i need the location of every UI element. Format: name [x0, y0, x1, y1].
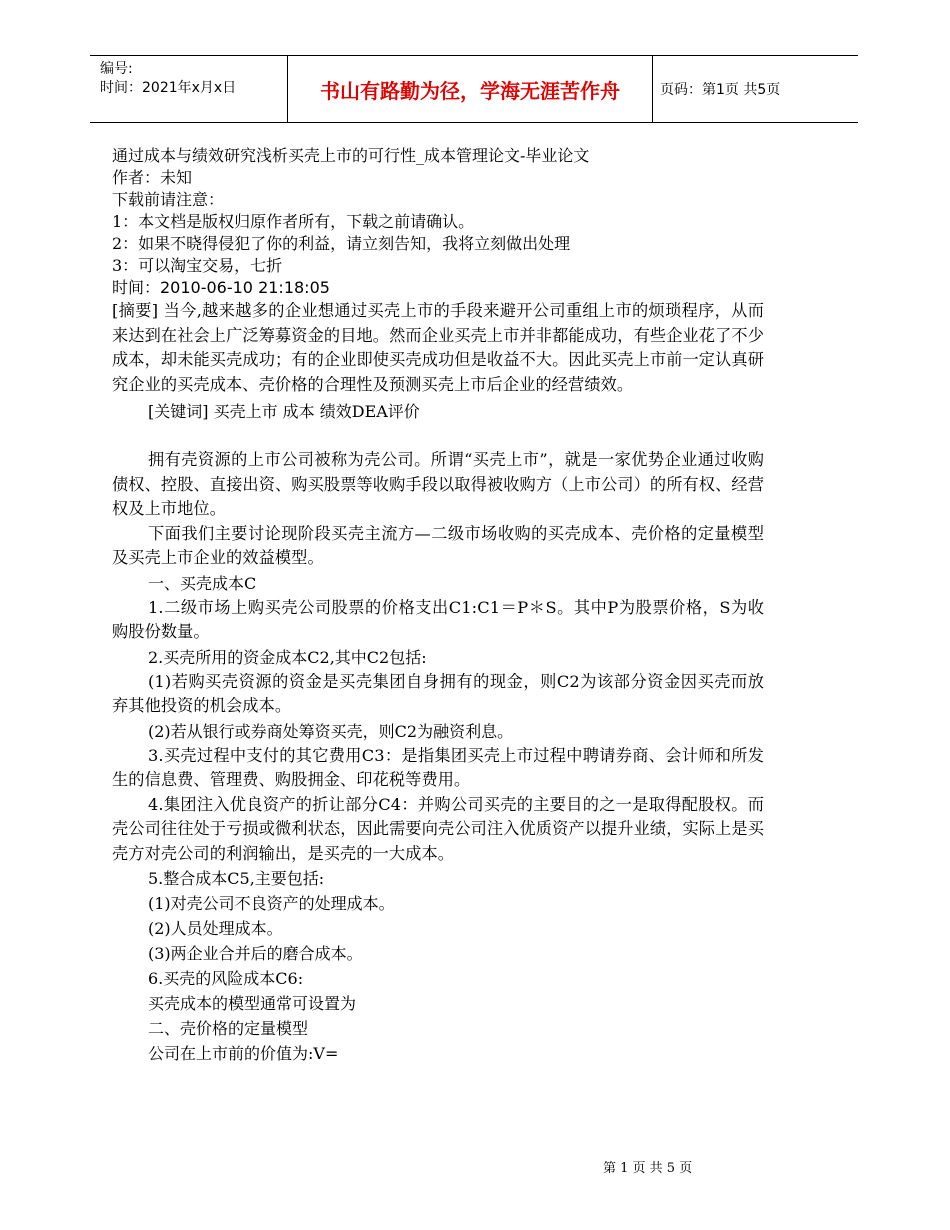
section-2-heading: 二、壳价格的定量模型	[148, 1019, 309, 1038]
notice-heading: 下载前请注意：	[112, 190, 225, 209]
paragraph-2: 下面我们主要讨论现阶段买壳主流方—二级市场收购的买壳成本、壳价格的定量模型及买壳上市企业的效益模型。	[112, 523, 764, 567]
item-2a: (1)若购买壳资源的资金是买壳集团自身拥有的现金，则C2为该部分资金因买壳而放弃其他投资的机会成本。	[112, 671, 764, 715]
author-line: 作者：未知	[112, 168, 193, 187]
header-left-cell	[90, 56, 287, 122]
motto: 书山有路勤为径，学海无涯苦作舟	[287, 56, 653, 122]
model-line: 买壳成本的模型通常可设置为	[148, 994, 357, 1013]
item-1: 1.二级市场上购买壳公司股票的价格支出C1:C1＝P＊S。其中P为股票价格，S为收购股份数量。	[112, 597, 764, 641]
paragraph-1: 拥有壳资源的上市公司被称为壳公司。所谓“买壳上市”，就是一家优势企业通过收购债权、控股、直接出资、购买股票等收购手段以取得被收购方（上市公司）的所有权、经营权及上市地位。	[112, 450, 764, 518]
spacer	[112, 424, 764, 448]
time-line: 时间：2010-06-10 21:18:05	[112, 278, 330, 297]
page-footer: 第 1 页 共 5 页	[603, 1161, 693, 1176]
item-5: 5.整合成本C5,主要包括:	[148, 869, 325, 888]
item-4: 4.集团注入优良资产的折让部分C4：并购公司买壳的主要目的之一是取得配股权。而壳公司往往处于亏损或微利状态，因此需要向壳公司注入优质资产以提升业绩，实际上是买壳方对壳公司的利润输出，是买壳的一大成本。	[112, 794, 764, 863]
keywords: [关键词] 买壳上市 成本 绩效DEA评价	[148, 402, 420, 421]
doc-title: 通过成本与绩效研究浅析买壳上市的可行性_成本管理论文-毕业论文	[112, 146, 590, 165]
page-header	[90, 55, 858, 123]
item-6: 6.买壳的风险成本C6:	[148, 969, 304, 988]
item-3: 3.买壳过程中支付的其它费用C3：是指集团买壳上市过程中聘请券商、会计师和所发生的信息费、管理费、购股拥金、印花税等费用。	[112, 745, 764, 789]
item-5b: (2)人员处理成本。	[148, 919, 283, 938]
date-label: 时间：2021年x月x日	[100, 80, 237, 96]
value-line: 公司在上市前的价值为:V=	[148, 1044, 339, 1063]
serial-label: 编号:	[100, 61, 133, 77]
item-2: 2.买壳所用的资金成本C2,其中C2包括:	[148, 647, 427, 667]
abstract: [摘要] 当今,越来越多的企业想通过买壳上市的手段来避开公司重组上市的烦琐程序，从而来达到在社会上广泛筹募资金的目地。然而企业买壳上市并非都能成功，有些企业花了不少成本，却未能买壳成功；有的企业即使买壳成功但是收益不大。因此买壳上市前一定认真研究企业的买壳成本、壳价格的合理性及预测买壳上市后企业的经营绩效。	[112, 301, 764, 394]
section-1-heading: 一、买壳成本C	[148, 573, 257, 593]
item-5c: (3)两企业合并后的磨合成本。	[148, 944, 363, 963]
item-5a: (1)对壳公司不良资产的处理成本。	[148, 894, 395, 913]
page-info: 页码：第1页 共5页	[660, 82, 781, 98]
notice-item-2: 2：如果不晓得侵犯了你的利益，请立刻告知，我将立刻做出处理	[112, 234, 571, 253]
notice-item-1: 1：本文档是版权归原作者所有，下载之前请确认。	[112, 212, 475, 231]
notice-item-3: 3：可以淘宝交易，七折	[112, 256, 283, 275]
document-body	[112, 145, 764, 1066]
item-2b: (2)若从银行或券商处筹资买壳，则C2为融资利息。	[148, 721, 514, 741]
